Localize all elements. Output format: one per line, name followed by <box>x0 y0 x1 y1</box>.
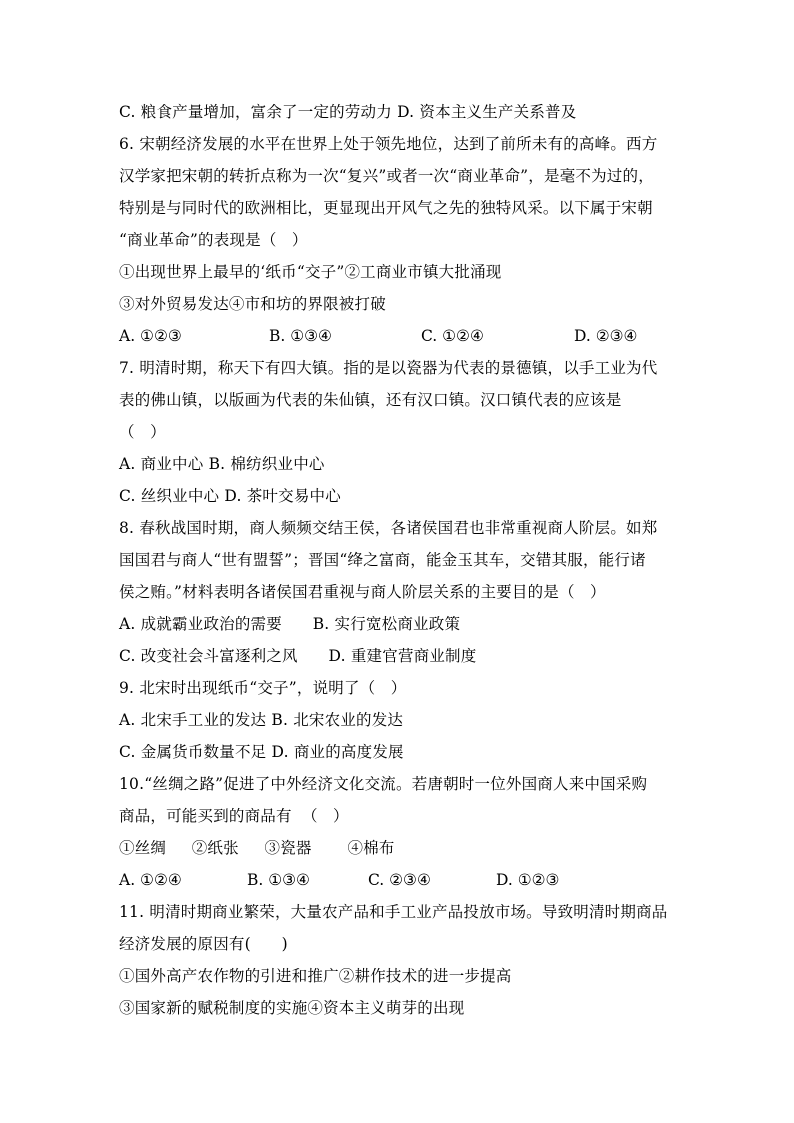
q9-option-ab: A. 北宋手工业的发达 B. 北宋农业的发达 <box>119 711 404 729</box>
q7-stem-line-2: 表的佛山镇，以版画为代表的朱仙镇，还有汉口镇。汉口镇代表的应该是 <box>119 391 622 409</box>
q8-stem-line-3: 侯之贿。”材料表明各诸侯国君重视与商人阶层关系的主要目的是（ ） <box>119 583 606 601</box>
q5-option-cd: C. 粮食产量增加，富余了一定的劳动力 D. 资本主义生产关系普及 <box>119 103 577 121</box>
q11-stem-line-1: 11. 明清时期商业繁荣，大量农产品和手工业产品投放市场。导致明清时期商品 <box>119 903 668 921</box>
q6-option-c: C. ①②④ <box>421 327 484 345</box>
q11-stem-line-2: 经济发展的原因有( ) <box>119 935 288 953</box>
q7-option-cd: C. 丝织业中心 D. 茶叶交易中心 <box>119 487 341 505</box>
q10-option-c: C. ②③④ <box>368 871 431 889</box>
q9-stem: 9. 北宋时出现纸币“交子”，说明了（ ） <box>119 679 407 697</box>
q6-option-a: A. ①②③ <box>119 327 182 345</box>
q6-stem-line-2: 汉学家把宋朝的转折点称为一次“复兴”或者一次“商业革命”，是毫不为过的， <box>119 167 654 185</box>
q10-option-a: A. ①②④ <box>119 871 182 889</box>
q6-options <box>119 326 679 348</box>
q6-option-b: B. ①③④ <box>269 327 332 345</box>
q10-statements: ①丝绸 ②纸张 ③瓷器 ④棉布 <box>119 839 395 857</box>
q11-statement-2: ③国家新的赋税制度的实施④资本主义萌芽的出现 <box>119 999 465 1017</box>
q10-options <box>119 870 679 892</box>
q6-stem-line-3: 特别是与同时代的欧洲相比，更显现出开风气之先的独特风采。以下属于宋朝 <box>119 199 653 217</box>
q10-option-d: D. ①②③ <box>496 871 560 889</box>
q6-stem-line-1: 6. 宋朝经济发展的水平在世界上处于领先地位，达到了前所未有的高峰。西方 <box>119 135 658 153</box>
q10-stem-line-1: 10.“丝绸之路”促进了中外经济文化交流。若唐朝时一位外国商人来中国采购 <box>119 775 648 793</box>
q11-statement-1: ①国外高产农作物的引进和推广②耕作技术的进一步提高 <box>119 967 512 985</box>
q9-option-cd: C. 金属货币数量不足 D. 商业的高度发展 <box>119 743 404 761</box>
q7-stem-line-3: （ ） <box>119 423 166 441</box>
q6-stem-line-4: “商业革命”的表现是（ ） <box>119 231 308 249</box>
q6-statement-1: ①出现世界上最早的‘纸币“交子”②工商业市镇大批涌现 <box>119 263 502 281</box>
q7-stem-line-1: 7. 明清时期，称天下有四大镇。指的是以瓷器为代表的景德镇，以手工业为代 <box>119 359 658 377</box>
q10-stem-line-2: 商品，可能买到的商品有 （ ） <box>119 807 349 825</box>
q8-stem-line-2: 国国君与商人“世有盟誓”；晋国“绛之富商，能金玉其车，交错其服，能行诸 <box>119 551 646 569</box>
q7-option-ab: A. 商业中心 B. 棉纺织业中心 <box>119 455 325 473</box>
q8-option-cd: C. 改变社会斗富逐利之风 D. 重建官营商业制度 <box>119 647 477 665</box>
q10-option-b: B. ①③④ <box>247 871 310 889</box>
q8-stem-line-1: 8. 春秋战国时期，商人频频交结王侯，各诸侯国君也非常重视商人阶层。如郑 <box>119 519 658 537</box>
q6-statement-2: ③对外贸易发达④市和坊的界限被打破 <box>119 295 386 313</box>
q8-option-ab: A. 成就霸业政治的需要 B. 实行宽松商业政策 <box>119 615 461 633</box>
q6-option-d: D. ②③④ <box>574 327 638 345</box>
